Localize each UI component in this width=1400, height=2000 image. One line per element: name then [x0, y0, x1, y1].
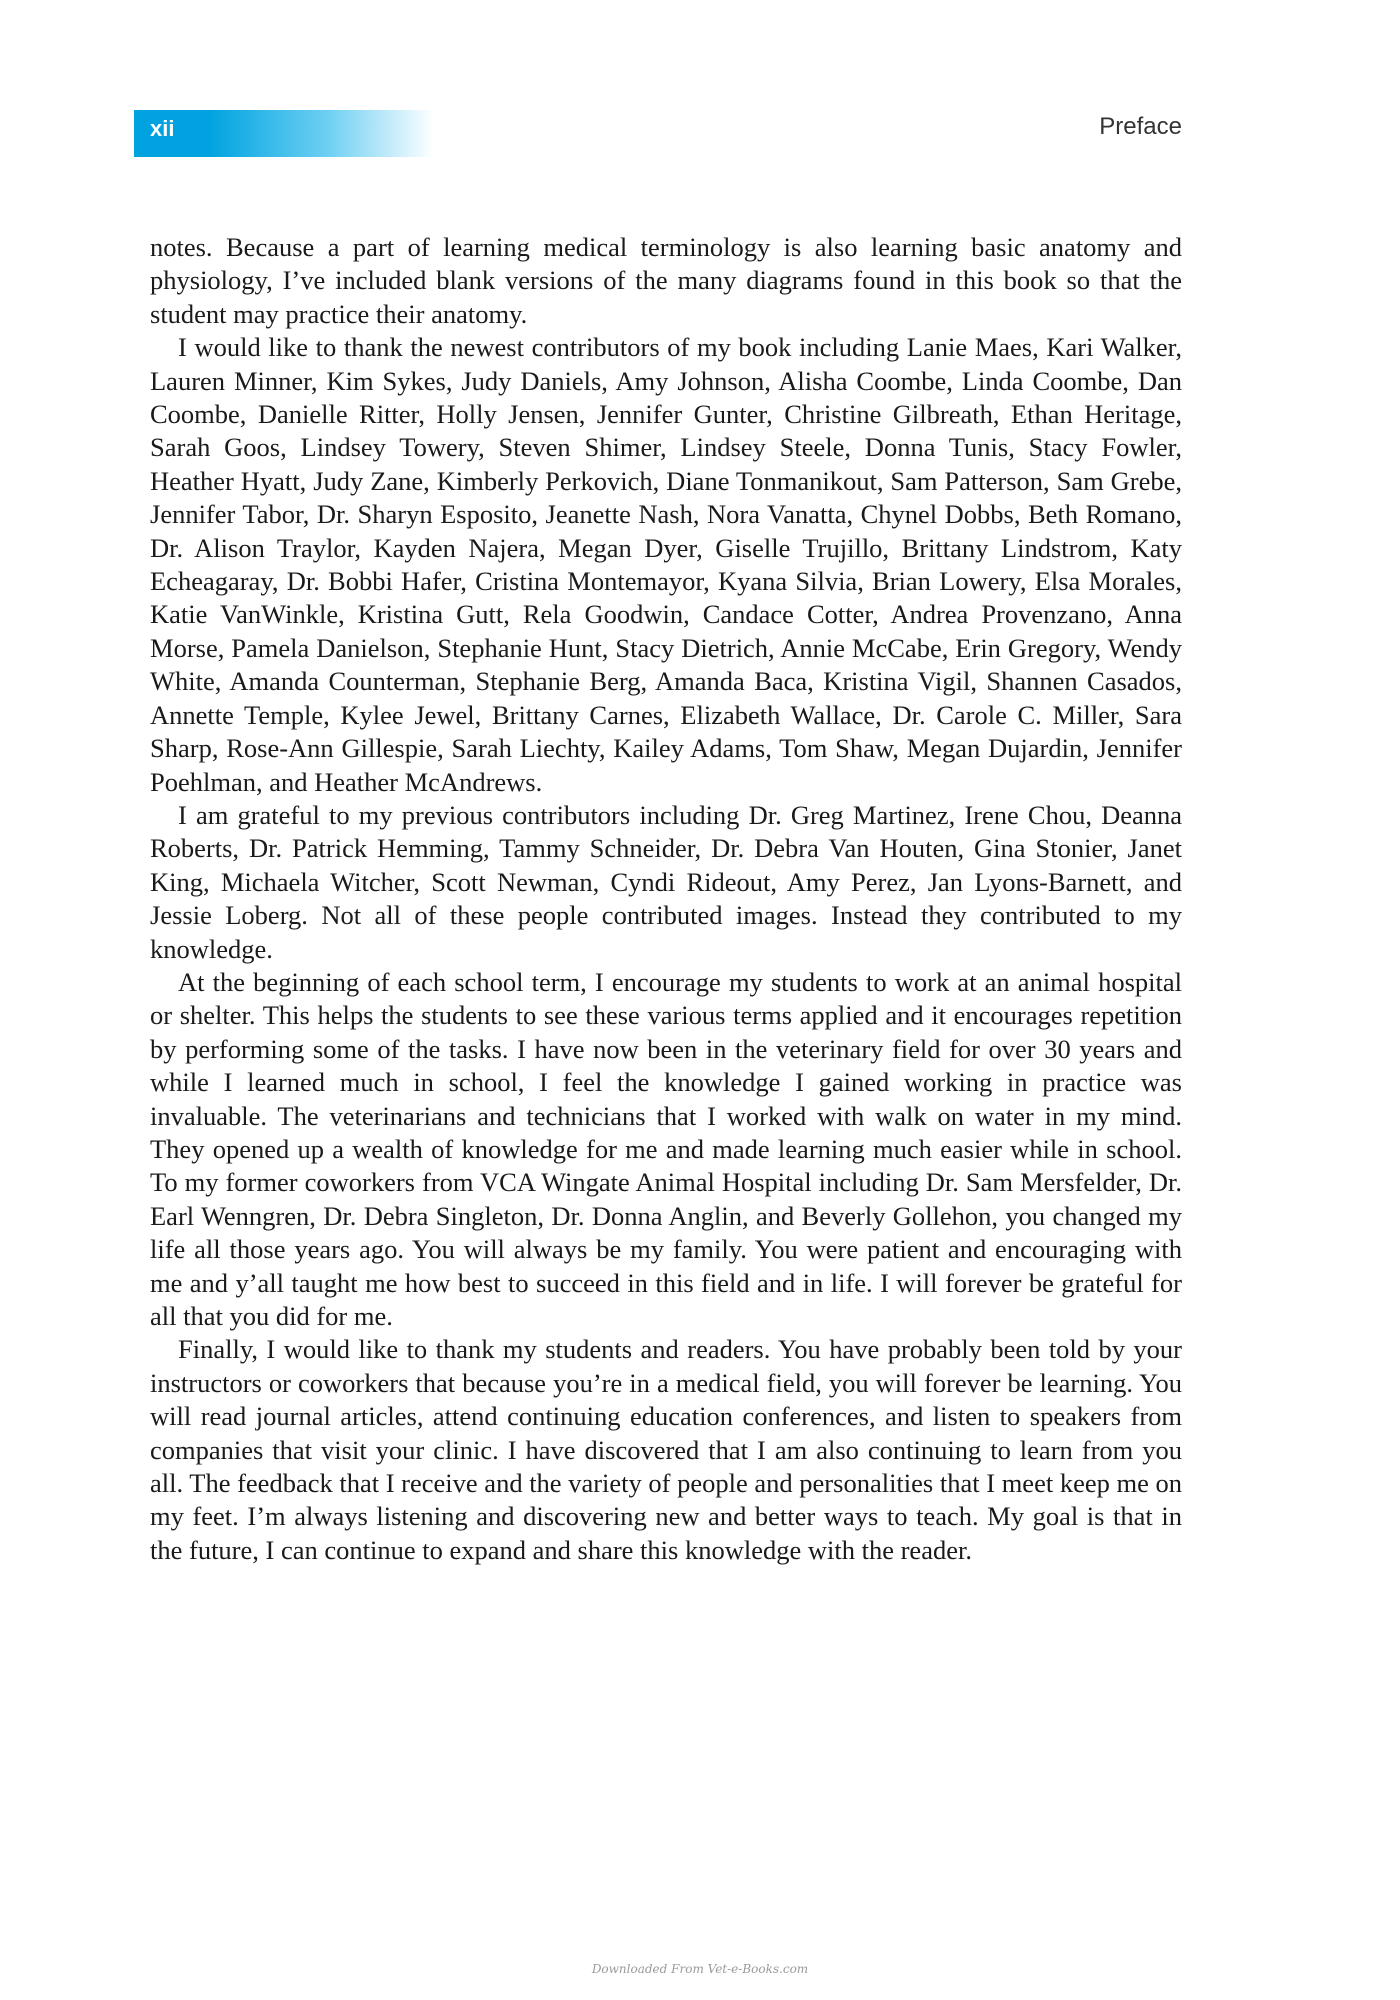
download-watermark: Downloaded From Vet-e-Books.com — [591, 1962, 809, 1976]
paragraph-students-readers: Finally, I would like to thank my students and readers. You have probably been told by your instructors or coworkers that because you’re in a medical field, you will forever be learning. You will read journal articles, attend continuing education conferences, and listen to speakers from companies that visit your clinic. I have discovered that I am also continuing to learn from you all. The feedback that I receive and the variety of people and personalities that I meet keep me on my feet. I’m always listening and discovering new and better ways to teach. My goal is that in the future, I can continue to expand and share this knowledge with the reader. — [150, 1334, 1182, 1565]
running-head: Preface — [1099, 113, 1182, 140]
paragraph-new-contributors: I would like to thank the newest contributors of my book including Lanie Maes, Kari Walker, Lauren Minner, Kim Sykes, Judy Daniels, Amy Johnson, Alisha Coombe, Linda Coombe, Dan Coombe, Danielle Ritter, Holly Jensen, Jennifer Gunter, Christine Gilbreath, Ethan Heritage, Sarah Goos, Lindsey Towery, Steven Shimer, Lindsey Steele, Donna Tunis, Stacy Fowler, Heather Hyatt, Judy Zane, Kimberly Perkovich, Diane Tonmanikout, Sam Patterson, Sam Grebe, Jennifer Tabor, Dr. Sharyn Esposito, Jeanette Nash, Nora Vanatta, Chynel Dobbs, Beth Romano, Dr. Alison Traylor, Kayden Najera, Megan Dyer, Giselle Trujillo, Brittany Lindstrom, Katy Echeagaray, Dr. Bobbi Hafer, Cristina Montemayor, Kyana Silvia, Brian Lowery, Elsa Morales, Katie VanWinkle, Kristina Gutt, Rela Goodwin, Candace Cotter, Andrea Provenzano, Anna Morse, Pamela Danielson, Stephanie Hunt, Stacy Dietrich, Annie McCabe, Erin Gregory, Wendy White, Amanda Counterman, Stephanie Berg, Amanda Baca, Kristina Vigil, Shannen Casados, Annette Temple, Kylee Jewel, Brittany Carnes, Elizabeth Wallace, Dr. Carole C. Miller, Sara Sharp, Rose-Ann Gillespie, Sarah Liechty, Kailey Adams, Tom Shaw, Megan Dujardin, Jennifer Poehlman, and Heather McAndrews. — [150, 332, 1182, 797]
paragraph-practice-experience: At the beginning of each school term, I encourage my students to work at an animal hospital or shelter. This helps the students to see these various terms applied and it encourages repetition by performing some of the tasks. I have now been in the veterinary field for over 30 years and while I learned much in school, I feel the knowledge I gained working in practice was invaluable. The veterinarians and technicians that I worked with walk on water in my mind. They opened up a wealth of knowledge for me and made learning much easier while in school. To my former coworkers from VCA Wingate Animal Hospital including Dr. Sam Mersfelder, Dr. Earl Wenngren, Dr. Debra Singleton, Dr. Donna Anglin, and Beverly Gollehon, you changed my life all those years ago. You will always be my family. You were patient and encouraging with me and y’all taught me how best to succeed in this field and in life. I will forever be grateful for all that you did for me. — [150, 966, 1182, 1331]
page-number: xii — [150, 116, 175, 141]
preface-body — [150, 231, 1182, 1567]
paragraph-continued: notes. Because a part of learning medical terminology is also learning basic anatomy and physiology, I’ve included blank versions of the many diagrams found in this book so that the student may practice their anatomy. — [150, 232, 1182, 329]
header-color-band — [134, 110, 434, 157]
paragraph-previous-contributors: I am grateful to my previous contributors including Dr. Greg Martinez, Irene Chou, Deanna Roberts, Dr. Patrick Hemming, Tammy Schneider, Dr. Debra Van Houten, Gina Stonier, Janet King, Michaela Witcher, Scott Newman, Cyndi Rideout, Amy Perez, Jan Lyons-Barnett, and Jessie Loberg. Not all of these people contributed images. Instead they contributed to my knowledge. — [150, 799, 1182, 964]
